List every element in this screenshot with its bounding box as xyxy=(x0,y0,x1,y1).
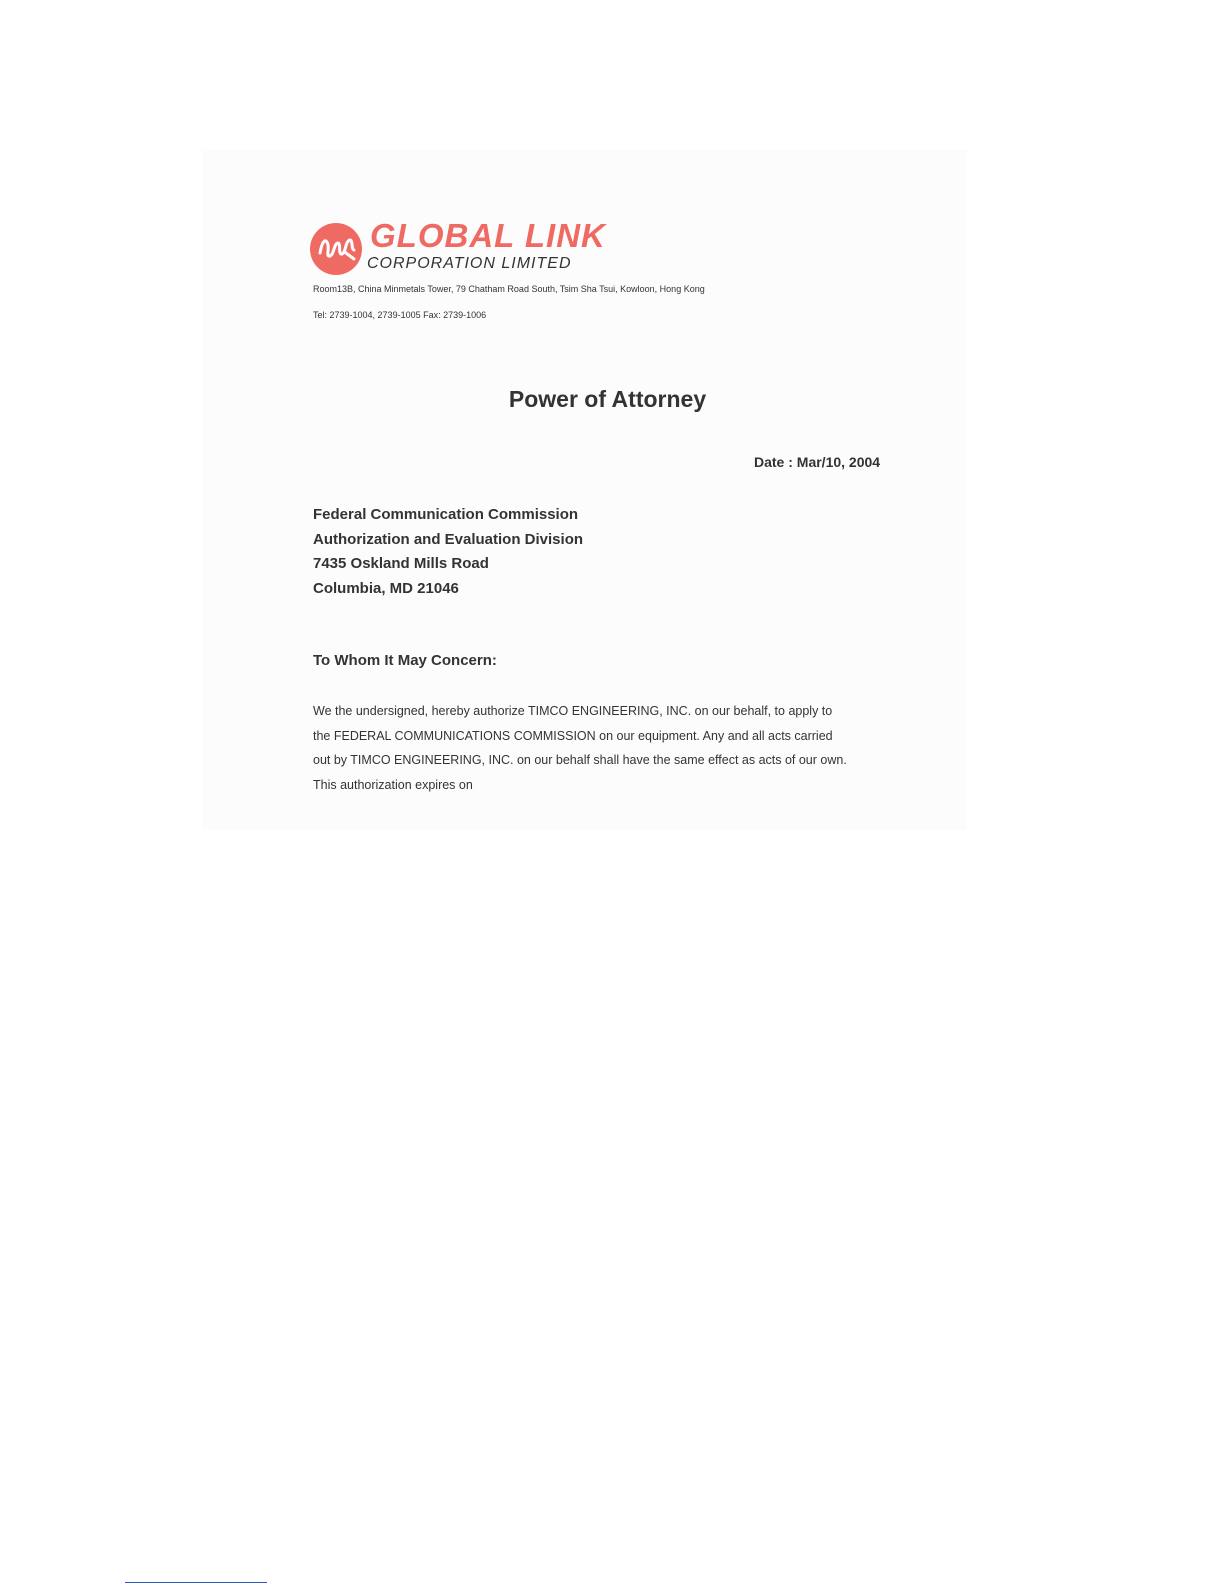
footer-rule xyxy=(125,1582,267,1583)
document-title: Power of Attorney xyxy=(508,386,707,412)
body-line xyxy=(313,724,908,749)
salutation: To Whom It May Concern: xyxy=(313,652,497,669)
brand-name: GLOBAL LINK xyxy=(370,217,606,254)
body-line-text: This authorization expires on xyxy=(313,777,473,792)
company-address: Room13B, China Minmetals Tower, 79 Chatham Road South, Tsim Sha Tsui, Kowloon, Hong Kong xyxy=(313,284,705,294)
body-line xyxy=(313,748,908,773)
recipient-line: Columbia, MD 21046 xyxy=(313,579,459,597)
company-logo-icon xyxy=(310,223,362,275)
body-line xyxy=(313,773,908,798)
recipient-address-block xyxy=(313,503,583,601)
body-line-text: out by TIMCO ENGINEERING, INC. on our behalf shall have the same effect as acts of our own. xyxy=(313,753,847,767)
body-line-text: the FEDERAL COMMUNICATIONS COMMISSION on our equipment. Any and all acts carried xyxy=(313,728,833,743)
document-date: Date : Mar/10, 2004 xyxy=(754,454,881,470)
body-line-text: We the undersigned, hereby authorize TIMCO ENGINEERING, INC. on our behalf, to apply to xyxy=(313,704,833,718)
document-title-row xyxy=(0,386,1225,413)
company-contact: Tel: 2739-1004, 2739-1005 Fax: 2739-1006 xyxy=(313,310,487,320)
recipient-line: 7435 Oskland Mills Road xyxy=(313,555,489,572)
letter-body xyxy=(313,699,908,797)
recipient-line: Authorization and Evaluation Division xyxy=(313,530,584,548)
brand-subtitle: CORPORATION LIMITED xyxy=(367,255,572,272)
recipient-line: Federal Communication Commission xyxy=(313,506,579,523)
body-line xyxy=(313,699,908,724)
